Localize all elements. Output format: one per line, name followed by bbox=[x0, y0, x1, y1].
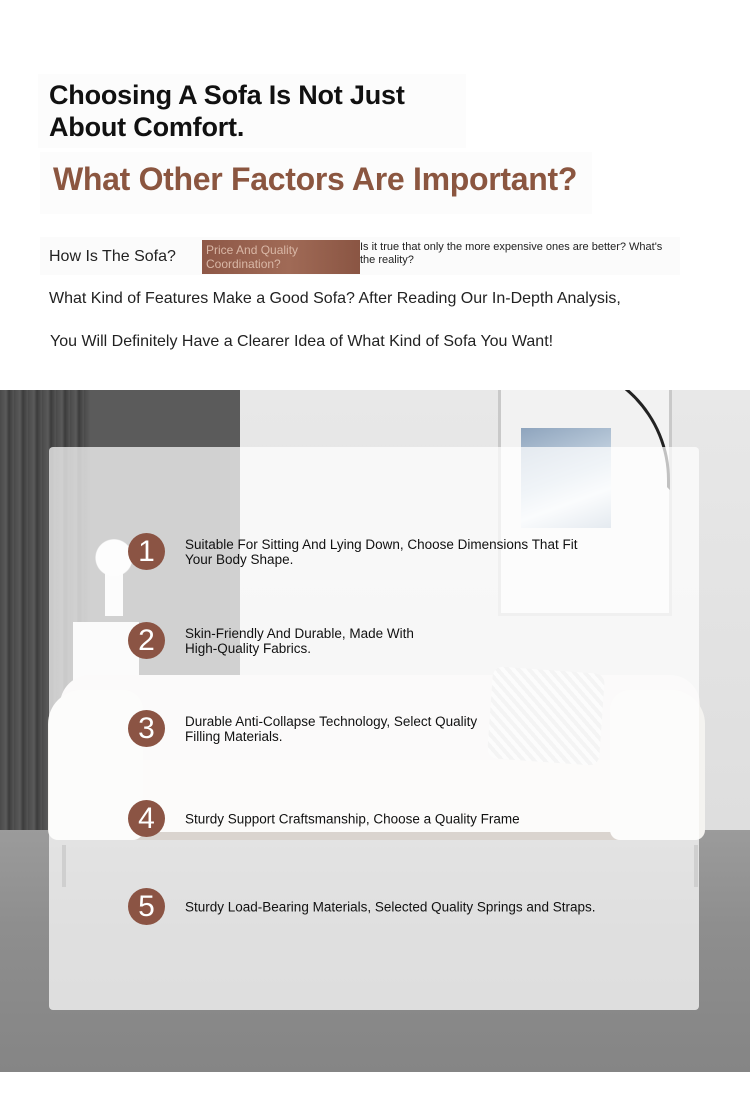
page-subtitle: What Other Factors Are Important? bbox=[53, 161, 578, 197]
intro-section bbox=[0, 0, 750, 390]
factor-item bbox=[128, 800, 688, 838]
factor-text: Suitable For Sitting And Lying Down, Choose Dimensions That Fit Your Body Shape. bbox=[185, 537, 578, 567]
price-quality-badge: Price And Quality Coordination? bbox=[202, 240, 360, 274]
intro-line-2: You Will Definitely Have a Clearer Idea of What Kind of Sofa You Want! bbox=[50, 333, 554, 350]
factor-text: Sturdy Support Craftsmanship, Choose a Quality Frame bbox=[185, 811, 520, 827]
factor-number-badge: 3 bbox=[128, 710, 165, 747]
factor-text: Sturdy Load-Bearing Materials, Selected Quality Springs and Straps. bbox=[185, 899, 596, 915]
page-title: Choosing A Sofa Is Not Just About Comfort. bbox=[49, 80, 405, 142]
factor-item bbox=[128, 888, 688, 926]
factor-item bbox=[128, 533, 688, 571]
factor-text: Durable Anti-Collapse Technology, Select Quality Filling Materials. bbox=[185, 714, 478, 744]
factor-number-badge: 4 bbox=[128, 800, 165, 837]
question-label: How Is The Sofa? bbox=[49, 248, 176, 265]
factor-item bbox=[128, 710, 688, 748]
intro-line-1: What Kind of Features Make a Good Sofa? After Reading Our In-Depth Analysis, bbox=[49, 290, 621, 307]
factor-number-badge: 1 bbox=[128, 533, 165, 570]
question-note: Is it true that only the more expensive ones are better? What's the reality? bbox=[360, 241, 663, 266]
bottom-margin bbox=[0, 1072, 750, 1100]
factor-text: Skin-Friendly And Durable, Made With High-Quality Fabrics. bbox=[185, 626, 414, 656]
factor-item bbox=[128, 622, 688, 660]
factor-number-badge: 5 bbox=[128, 888, 165, 925]
factor-number-badge: 2 bbox=[128, 622, 165, 659]
